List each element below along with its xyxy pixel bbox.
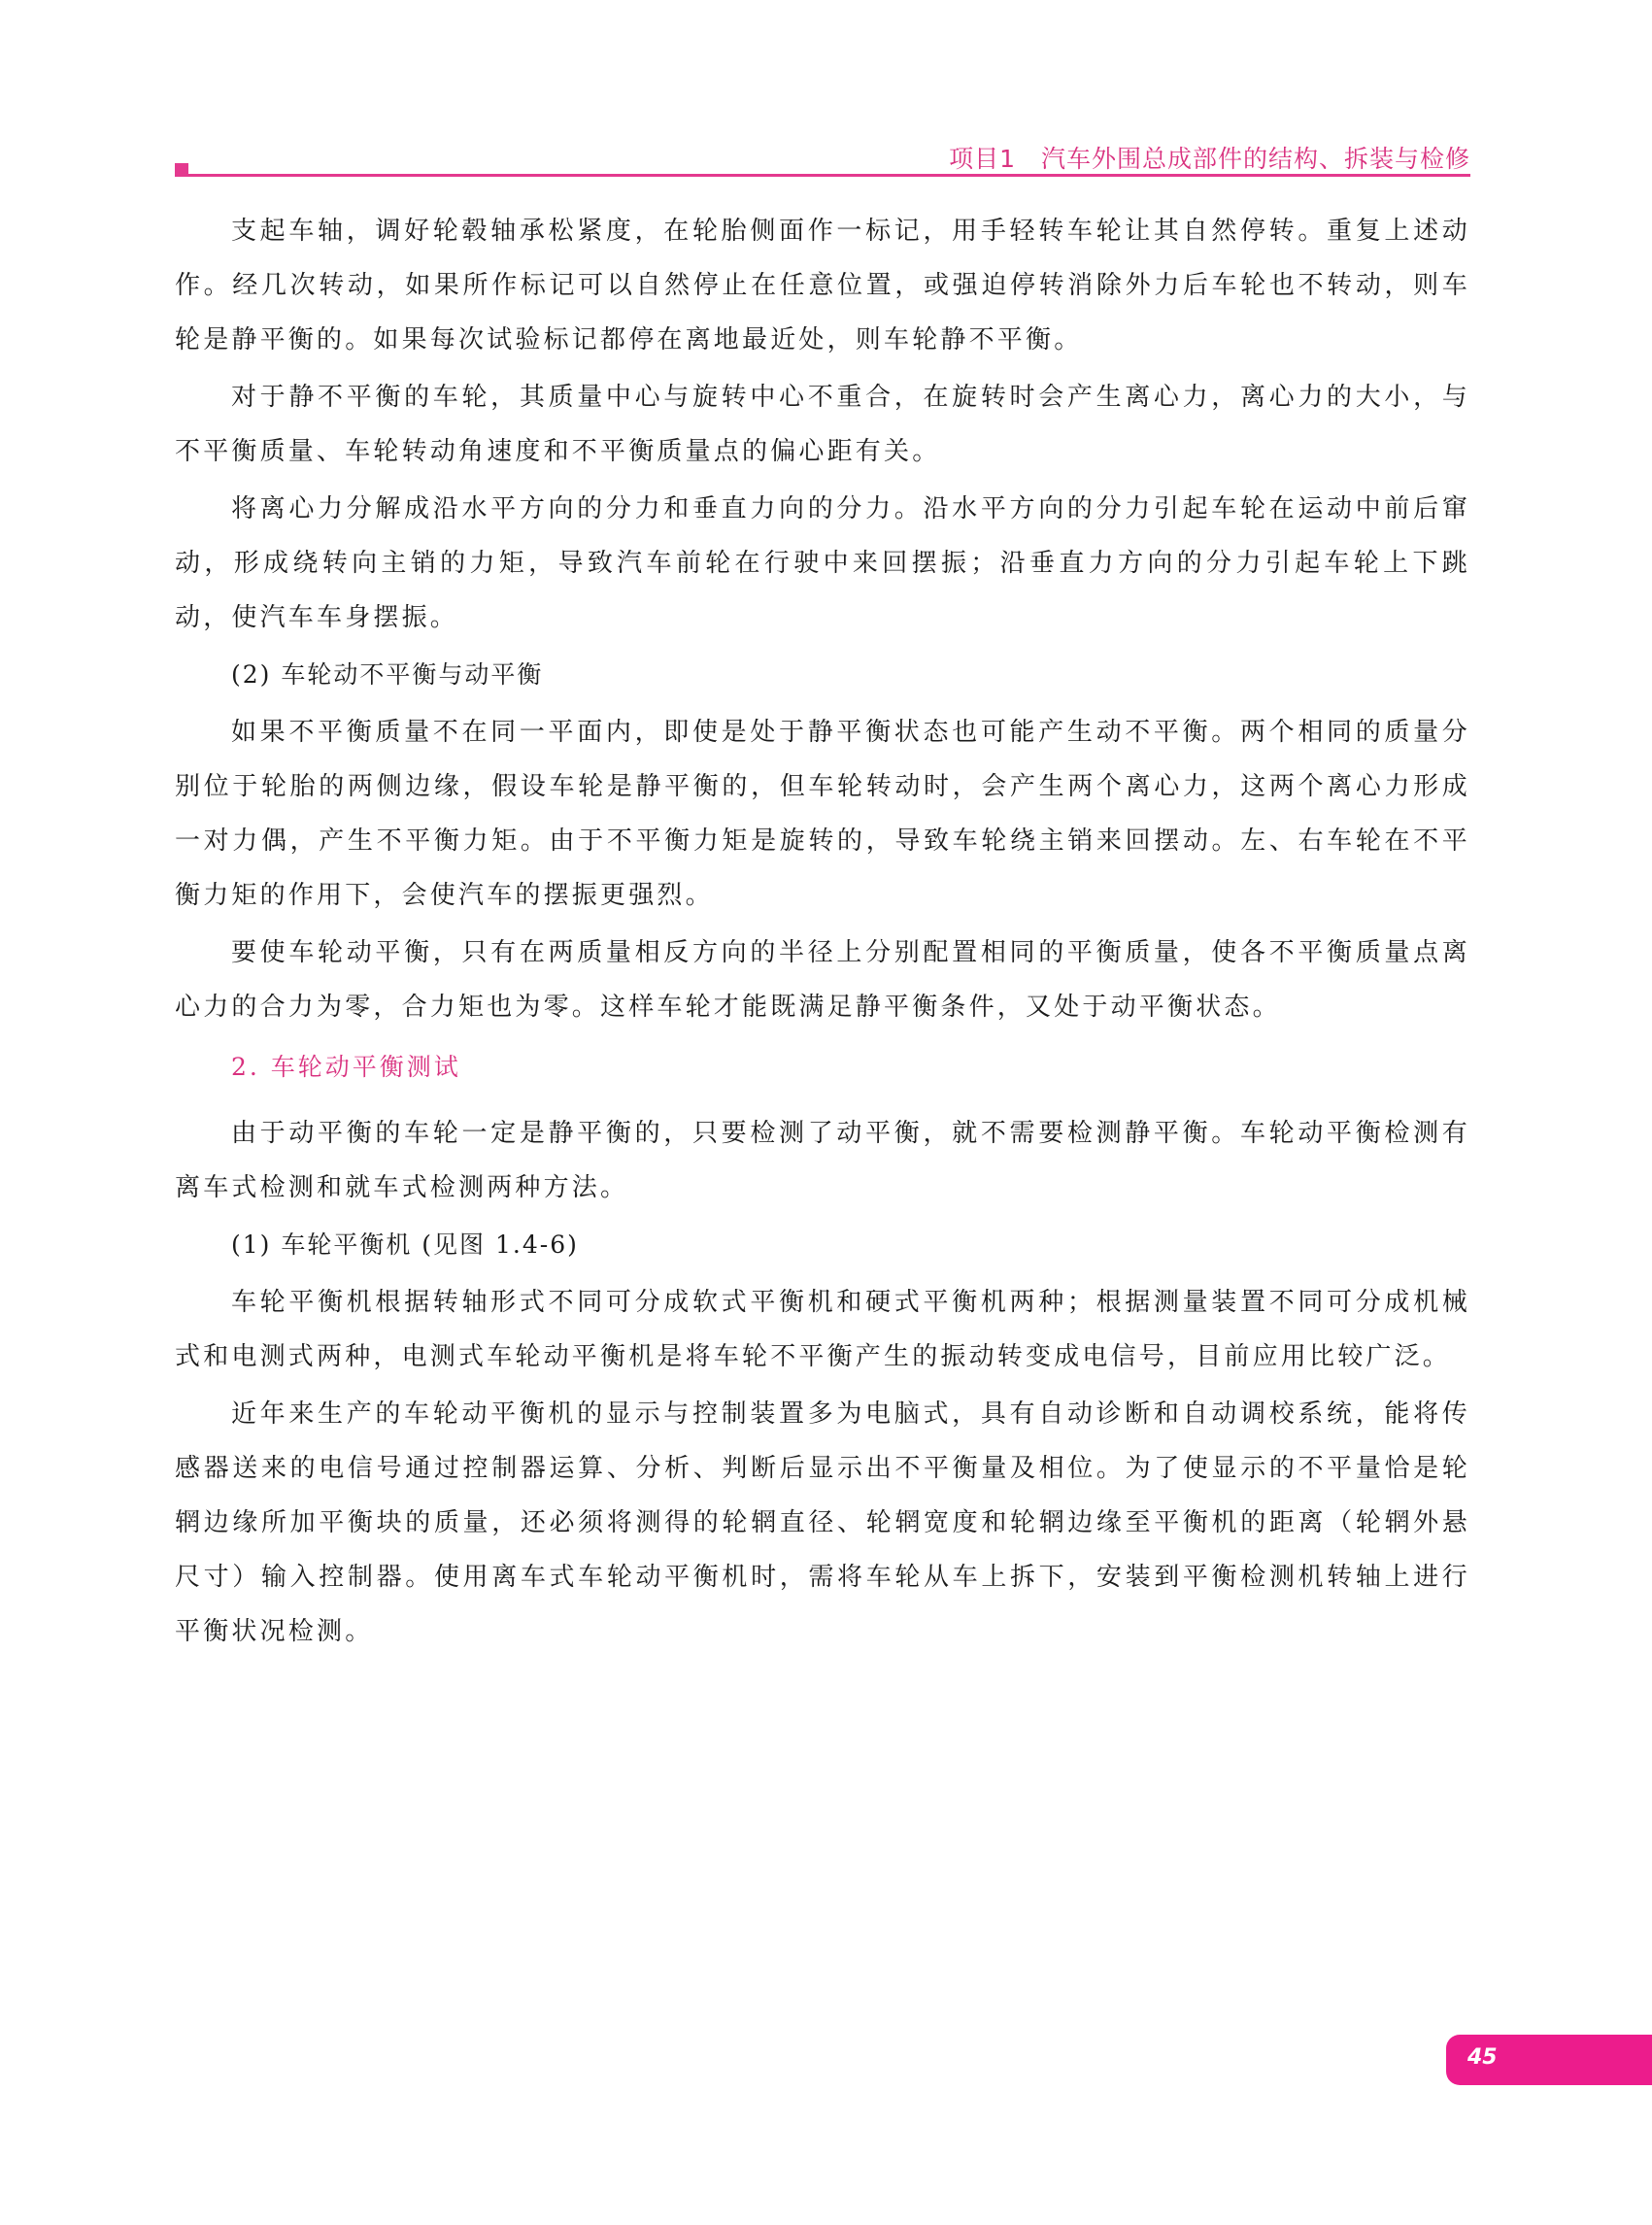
running-header-title: 项目1 汽车外围总成部件的结构、拆装与检修 — [949, 145, 1470, 173]
body-paragraph: 要使车轮动平衡，只有在两质量相反方向的半径上分别配置相同的平衡质量，使各不平衡质量点离心力的合力为零，合力矩也为零。这样车轮才能既满足静平衡条件，又处于动平衡状态。 — [175, 938, 1470, 1022]
body-paragraph: 车轮平衡机根据转轴形式不同可分成软式平衡机和硬式平衡机两种；根据测量装置不同可分成机械式和电测式两种，电测式车轮动平衡机是将车轮不平衡产生的振动转变成电信号，目前应用比较广泛。 — [175, 1288, 1470, 1371]
subheading-balancer: (1) 车轮平衡机 (见图 1.4-6) — [231, 1230, 579, 1259]
page-number: 45 — [1467, 2045, 1498, 2070]
body-paragraph: 如果不平衡质量不在同一平面内，即使是处于静平衡状态也可能产生动不平衡。两个相同的质量分别位于轮胎的两侧边缘，假设车轮是静平衡的，但车轮转动时，会产生两个离心力，这两个离心力形成一对力偶，产生不平衡力矩。由于不平衡力矩是旋转的，导致车轮绕主销来回摆动。左、右车轮在不平衡力矩的作用下，会使汽车的摆振更强烈。 — [175, 718, 1470, 910]
body-paragraph: 将离心力分解成沿水平方向的分力和垂直力向的分力。沿水平方向的分力引起车轮在运动中前后窜动，形成绕转向主销的力矩，导致汽车前轮在行驶中来回摆振；沿垂直力方向的分力引起车轮上下跳动，使汽车车身摆振。 — [175, 494, 1470, 632]
body-paragraph: 对于静不平衡的车轮，其质量中心与旋转中心不重合，在旋转时会产生离心力，离心力的大小，与不平衡质量、车轮转动角速度和不平衡质量点的偏心距有关。 — [175, 383, 1470, 466]
section-title-balance-test: 2. 车轮动平衡测试 — [231, 1053, 461, 1081]
body-paragraph: 近年来生产的车轮动平衡机的显示与控制装置多为电脑式，具有自动诊断和自动调校系统，能将传感器送来的电信号通过控制器运算、分析、判断后显示出不平衡量及相位。为了使显示的不平量恰是轮辋边缘所加平衡块的质量，还必须将测得的轮辋直径、轮辋宽度和轮辋边缘至平衡机的距离（轮辋外悬尺寸）输入控制器。使用离车式车轮动平衡机时，需将车轮从车上拆下，安装到平衡检测机转轴上进行平衡状况检测。 — [175, 1399, 1470, 1646]
subheading-dynamic-unbalance: (2) 车轮动不平衡与动平衡 — [231, 660, 544, 689]
header-accent-square — [175, 163, 188, 177]
page-number-tab — [1446, 2035, 1652, 2085]
page-body — [175, 204, 1470, 1662]
body-paragraph: 支起车轴，调好轮毂轴承松紧度，在轮胎侧面作一标记，用手轻转车轮让其自然停转。重复上述动作。经几次转动，如果所作标记可以自然停止在任意位置，或强迫停转消除外力后车轮也不转动，则车轮是静平衡的。如果每次试验标记都停在离地最近处，则车轮静不平衡。 — [175, 217, 1470, 354]
body-paragraph: 由于动平衡的车轮一定是静平衡的，只要检测了动平衡，就不需要检测静平衡。车轮动平衡检测有离车式检测和就车式检测两种方法。 — [175, 1119, 1470, 1202]
